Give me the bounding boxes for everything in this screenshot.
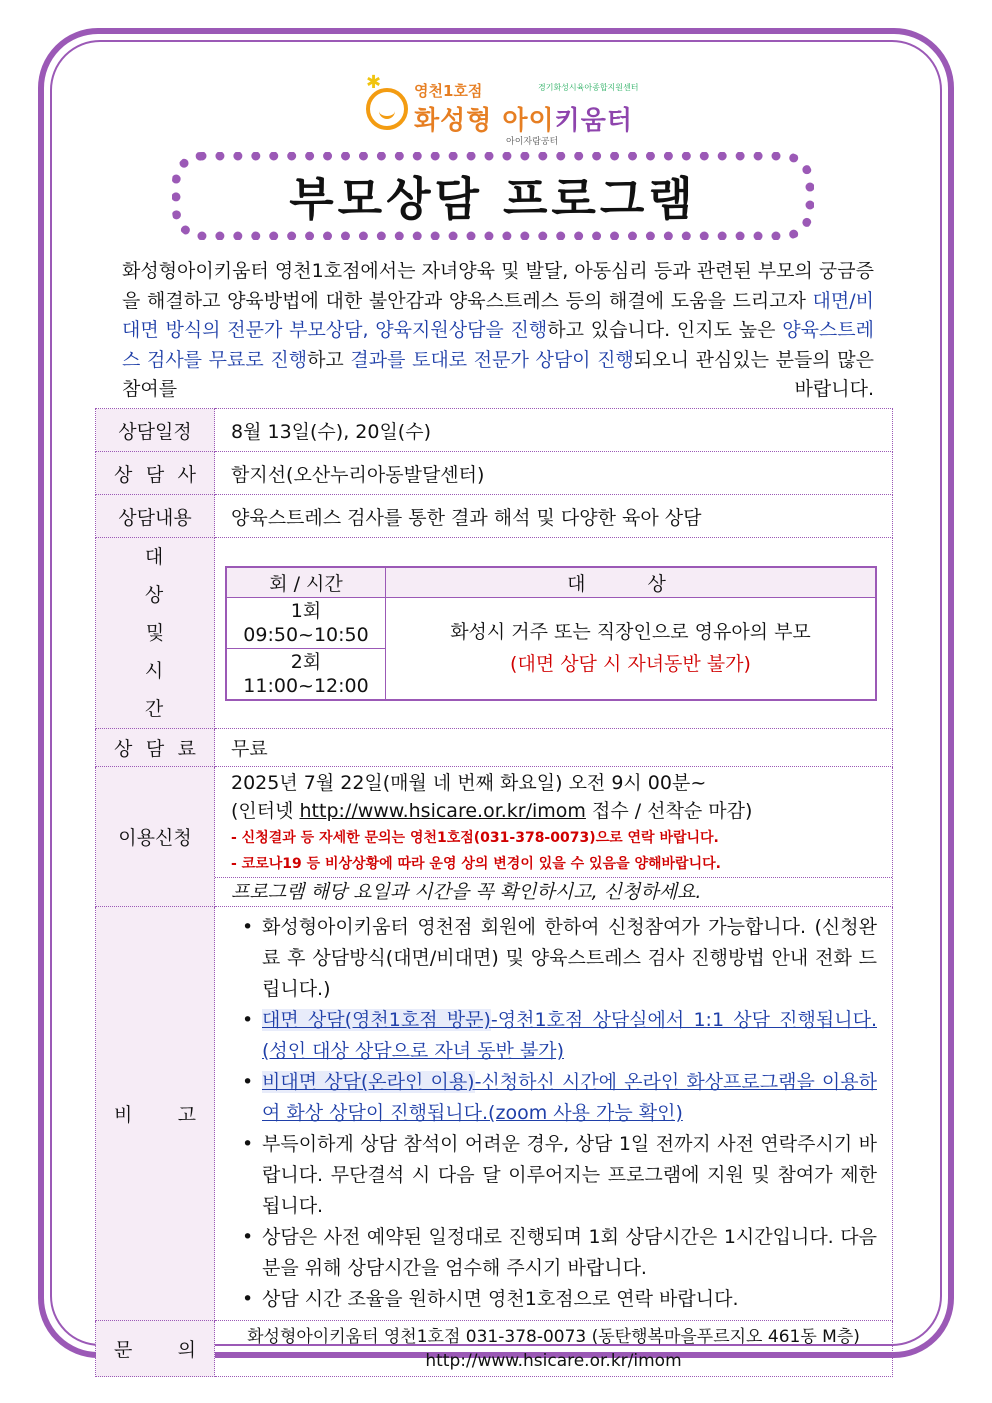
apply-reminder: 프로그램 해당 요일과 시간을 꼭 확인하시고, 신청하세요. [215,877,892,906]
page-title: 부모상담 프로그램 [289,172,697,226]
remark-item: • 화성형아이키움터 영천점 회원에 한하여 신청참여가 가능합니다. (신청완료 후 상담방식(대면/비대면) 및 양육스트레스 검사 진행방법 안내 전화 드립니다.) [242,912,877,1005]
counselor-row [96,452,893,495]
logo-name: 화성형 아이키움터 [414,106,633,136]
star-icon: ✱ [366,72,382,93]
remark-item: • 부득이하게 상담 참석이 어려운 경우, 상담 1일 전까지 사전 연락주시기 바랍니다. 무단결석 시 다음 달 이루어지는 프로그램에 지원 및 참여가 제한됩니다. [242,1129,877,1222]
apply-date: 2025년 7월 22일(매월 네 번째 화요일) 오전 9시 00분~ [231,772,707,794]
schedule-row [96,409,893,452]
counselor-value: 함지선(오산누리아동발달센터) [215,452,893,495]
session-table [225,566,877,701]
apply-note-1: - 신청결과 등 자세한 문의는 영천1호점(031-378-0073)으로 연락 바랍니다. [231,830,719,846]
smile-icon [366,88,408,130]
logo-branch: 영천1호점 [414,82,483,100]
remarks-value [215,907,893,1321]
inquiry-row [96,1321,893,1377]
target-value [215,538,893,729]
inquiry-link[interactable]: http://www.hsicare.or.kr/imom [425,1350,682,1371]
apply-method: (인터넷 http://www.hsicare.or.kr/imom 접수 / 선착순 마감) [231,800,753,822]
content-label: 상담내용 [96,495,215,538]
content-value: 양육스트레스 검사를 통한 결과 해석 및 다양한 육아 상담 [215,495,893,538]
remark-item: • 상담은 사전 예약된 일정대로 진행되며 1회 상담시간은 1시간입니다. 다음 분을 위해 상담시간을 엄수해 주시기 바랍니다. [242,1222,877,1284]
schedule-value: 8월 13일(수), 20일(수) [215,409,893,452]
target-row [96,538,893,729]
info-table [95,408,893,1377]
apply-value [215,767,893,907]
session-cell: 2회 11:00~12:00 [226,648,386,700]
fee-label: 상 담 료 [96,729,215,767]
fee-value: 무료 [215,729,893,767]
inquiry-label: 문 의 [96,1321,215,1377]
apply-label: 이용신청 [96,767,215,907]
inquiry-value: 화성형아이키움터 영천1호점 031-378-0073 (동탄행복마을푸르지오 461동 M층) http://www.hsicare.or.kr/imom [215,1321,893,1377]
remark-item: • 대면 상담(영천1호점 방문)-영천1호점 상담실에서 1:1 상담 진행됩니다.(성인 대상 상담으로 자녀 동반 불가) [242,1005,877,1067]
apply-link[interactable]: http://www.hsicare.or.kr/imom [299,800,586,822]
remarks-row [96,907,893,1321]
logo-subtitle: 아이자람공터 [506,137,559,147]
counselor-label: 상 담 사 [96,452,215,495]
apply-note-2: - 코로나19 등 비상상황에 따라 운영 상의 변경이 있을 수 있음을 양해바랍니다. [231,856,721,872]
title-box [172,152,814,240]
remark-item: • 비대면 상담(온라인 이용)-신청하신 시간에 온라인 화상프로그램을 이용하여 화상 상담이 진행됩니다.(zoom 사용 가능 확인) [242,1067,877,1129]
session-col-header: 회 / 시간 [226,567,386,598]
logo [360,72,640,147]
partner-logo-text: 경기화성시육아종합지원센터 [538,83,639,92]
session-cell: 1회 09:50~10:50 [226,597,386,648]
intro-paragraph: 화성형아이키움터 영천1호점에서는 자녀양육 및 발달, 아동심리 등과 관련된 부모의 궁금증을 해결하고 양육방법에 대한 불안감과 양육스트레스 등의 해결에 도움을 드리고자 대면/비대면 방식의 전문가 부모상담, 양육지원상담을 진행하고 있습니다. 인지도 높은 양육스트레스 검사를 무료로 진행하고 결과를 토대로 전문가 상담이 진행되오니 관심있는 분들의 많은 참여를 바랍니다. [122,260,874,400]
target-desc: 화성시 거주 또는 직장인으로 영유아의 부모 (대면 상담 시 자녀동반 불가) [386,597,877,700]
content-row [96,495,893,538]
target-col-header: 대 상 [386,567,877,598]
remarks-label: 비 고 [96,907,215,1321]
apply-row [96,767,893,907]
fee-row [96,729,893,767]
target-label: 대 상 및 시 간 [96,538,215,729]
remarks-list [216,908,891,1319]
schedule-label: 상담일정 [96,409,215,452]
remark-item: • 상담 시간 조율을 원하시면 영천1호점으로 연락 바랍니다. [242,1284,877,1315]
